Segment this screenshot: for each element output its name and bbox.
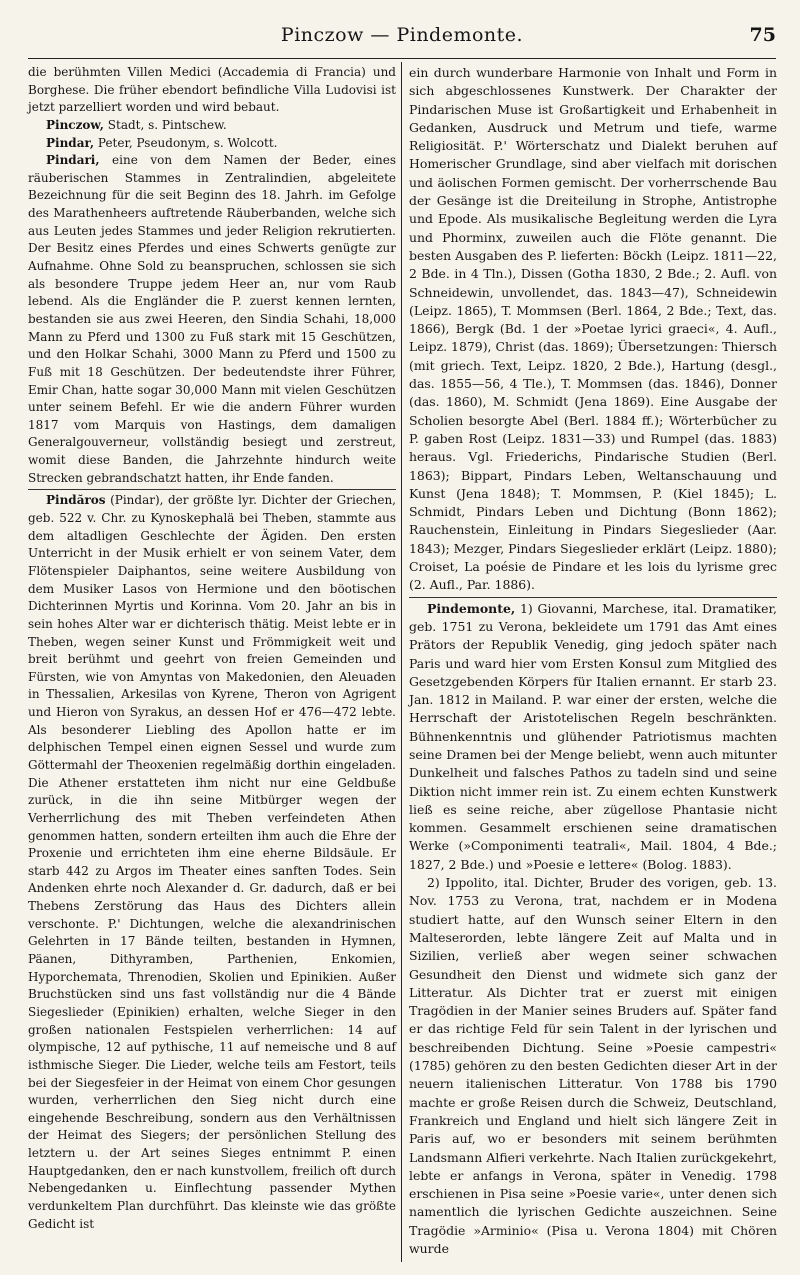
entry-text: ein durch wunderbare Harmonie von Inhalt und Form in sich abgeschlossenes Kunstwerk. Der Charakter der Pindarischen Muse ist Großartigkeit und Erhabenheit in Gedanken, Ausdruck und Metrum und tiefe, warme Religiosität. P.' Wörterschatz und Dialekt beruhen auf Homerischer Grundlage, sind aber vielfach mit dorischen und äolischen Formen gemischt. Der vorherrschende Bau der Gesänge ist die Dreiteilung in Strophe, Antistrophe und Epode. Als musikalische Begleitung werden die Lyra und Phorminx, zuweilen auch die Flöte genannt. Die besten Ausgaben des P. lieferten: Böckh (Leipz. 1811—22, 2 Bde. in 4 Tln.), Dissen (Gotha 1830, 2 Bde.; 2. Aufl. von Schneidewin, unvollendet, das. 1843—47), Schneidewin (Leipz. 1865), T. Mommsen (Berl. 1864, 2 Bde.; Text, das. 1866), Bergk (Bd. 1 der »Poetae lyrici graeci«, 4. Aufl., Leipz. 1879), Christ (das. 1869); Übersetzungen: Thiersch (mit griech. Text, Leipz. 1820, 2 Bde.), Hartung (desgl., das. 1855—56, 4 Tle.), T. Mommsen (das. 1846), Donner (das. 1860), M. Schmidt (Jena 1869). Eine Ausgabe der Scholien besorgte Abel (Berl. 1884 ff.); Wörterbücher zu P. gaben Rost (Leipz. 1831—33) und Rumpel (das. 1883) heraus. Vgl. Friederichs, Pindarische Studien (Berl. 1863); Bippart, Pindars Leben, Weltanschauung und Kunst (Jena 1848); T. Mommsen, P. (Kiel 1845); L. Schmidt, Pindars Leben und Dichtung (Bonn 1862); Rauchenstein, Einleitung in Pindars Siegeslieder (Aar. 1843); Mezger, Pindars Siegeslieder erklärt (Leipz. 1880); Croiset, La poésie de Pindare et les lois du lyrisme grec (2. Aufl., Par. 1886). bbox=[409, 65, 777, 593]
entry-headword: Pindar, bbox=[46, 135, 95, 150]
right-column bbox=[409, 64, 777, 1258]
entry-continuation bbox=[28, 64, 396, 117]
entry-headword: Pindemonte, bbox=[427, 600, 516, 616]
entry-text: die berühmten Villen Medici (Accademia di Francia) und Borghese. Die früher ebendort befindliche Villa Ludovisi ist jetzt parzelliert worden und wird bebaut. bbox=[28, 65, 396, 115]
page-number: 75 bbox=[749, 24, 776, 46]
entry-pindar bbox=[28, 135, 396, 153]
entry-pindari bbox=[28, 152, 396, 487]
entry-pindemonte-ippolito bbox=[409, 874, 777, 1258]
column-divider bbox=[401, 62, 402, 1262]
entry-text: 2) Ippolito, ital. Dichter, Bruder des vorigen, geb. 13. Nov. 1753 zu Verona, trat, nachdem er in Modena studiert hatte, auf den Wunsch seiner Eltern in den Malteserorden, lebte längere Zeit auf Malta und in Sizilien, verließ aber wegen seiner schwachen Gesundheit den Dienst und widmete sich ganz der Litteratur. Als Dichter trat er zuerst mit einigen Tragödien in der Manier seines Bruders auf. Später fand er das richtige Feld für sein Talent in der lyrischen und beschreibenden Dichtung. Seine »Poesie campestri« (1785) gehören zu den besten Gedichten dieser Art in der neuern italienischen Litteratur. Von 1788 bis 1790 machte er große Reisen durch die Schweiz, Deutschland, Frankreich und England und hielt sich längere Zeit in Paris auf, wo er besonders mit seinem berühmten Landsmann Alfieri verkehrte. Nach Italien zurückgekehrt, lebte er anfangs in Verona, später in Venedig. 1798 erschienen in Pisa seine »Poesie varie«, unter denen sich namentlich die lyrischen Gedichte auszeichnen. Seine Tragödie »Arminio« (Pisa u. Verona 1804) mit Chören wurde bbox=[409, 875, 777, 1256]
left-column bbox=[28, 64, 396, 1233]
entry-pindaros bbox=[28, 489, 396, 1233]
entry-pinczow bbox=[28, 117, 396, 135]
running-head: Pinczow — Pindemonte. bbox=[280, 24, 524, 46]
entry-text: (Pindar), der größte lyr. Dichter der Griechen, geb. 522 v. Chr. zu Kynoskephalä bei Theben, stammte aus dem altadligen Geschlechte der Ägiden. Den ersten Unterricht in der Musik erhielt er von seinem Vater, dem Flötenspieler Daiphantos, seine weitere Ausbildung von dem Musiker Lasos von Hermione und den böotischen Dichterinnen Myrtis und Korinna. Vom 20. Jahr an bis in sein hohes Alter war er dichterisch thätig. Meist lebte er in Theben, wegen seiner Kunst und Frömmigkeit weit und breit berühmt und geehrt von freien Gemeinden und Fürsten, wie von Amyntas von Makedonien, den Aleuaden in Thessalien, Arkesilas von Kyrene, Theron von Agrigent und Hieron von Syrakus, an dessen Hof er 476—472 lebte. Als besonderer Liebling des Apollon hatte er im delphischen Tempel einen eignen Sessel und wurde zum Göttermahl der Theoxenien regelmäßig dorthin eingeladen. Die Athener erstatteten ihm nicht nur eine Geldbuße zurück, in die ihn seine Mitbürger wegen der Verherrlichung des mit Theben verfeindeten Athen genommen hatten, sondern erteilten ihm auch die Ehre der Proxenie und errichteten ihm eine eherne Bildsäule. Er starb 442 zu Argos im Theater eines sanften Todes. Sein Andenken ehrte noch Alexander d. Gr. dadurch, daß er bei Thebens Zerstörung das Haus des Dichters allein verschonte. P.' Dichtungen, welche die alexandrinischen Gelehrten in 17 Bände teilten, bestanden in Hymnen, Päanen, Dithyramben, Parthenien, Enkomien, Hyporchemata, Threnodien, Skolien und Epinikien. Außer Bruchstücken sind uns fast vollständig nur die 4 Bände Siegeslieder (Epinikien) erhalten, welche Sieger in den großen nationalen Festspielen verherrlichen: 14 auf olympische, 12 auf pythische, 11 auf nemeische und 8 auf isthmische Sieger. Die Lieder, welche teils am Festort, teils bei der Siegesfeier in der Heimat von einem Chor gesungen wurden, verherrlichen den Sieg nicht durch eine eingehende Beschreibung, sondern aus den Verhältnissen der Heimat des Siegers; der persönlichen Stellung des letztern u. der Art seines Sieges entnimmt P. einen Hauptgedanken, den er nach kunstvollem, freilich oft durch Nebengedanken u. Einflechtung passender Mythen verdunkeltem Plan durchführt. Das kleinste wie das größte Gedicht ist bbox=[28, 493, 396, 1231]
entry-headword: Pindăros bbox=[46, 493, 106, 508]
header-rule bbox=[28, 58, 776, 59]
entry-headword: Pindari, bbox=[46, 153, 100, 168]
page-header bbox=[28, 22, 776, 50]
entry-text: 1) Giovanni, Marchese, ital. Dramatiker, geb. 1751 zu Verona, bekleidete um 1791 das Amt eines Prätors der Republik Venedig, ging jedoch später nach Paris und ward hier vom Ersten Konsul zum Mitglied des Gesetzgebenden Körpers für Italien ernannt. Er starb 23. Jan. 1812 in Mailand. P. war einer der ersten, welche die Herrschaft der Aristotelischen Regeln beschränkten. Bühnenkenntnis und glühender Patriotismus machten seine Dramen bei der Menge beliebt, wenn auch mitunter Dunkelheit und falsches Pathos zu tadeln sind und seine Diktion nicht immer rein ist. Zu einem echten Kunstwerk ließ es seine reiche, aber zügellose Phantasie nicht kommen. Gesammelt erschienen seine dramatischen Werke (»Componimenti teatrali«, Mail. 1804, 4 Bde.; 1827, 2 Bde.) und »Poesie e lettere« (Bolog. 1883). bbox=[409, 600, 777, 872]
entry-headword: Pinczow, bbox=[46, 117, 104, 132]
entry-pindemonte bbox=[409, 597, 777, 874]
entry-text: Stadt, s. Pintschew. bbox=[103, 117, 227, 132]
entry-text: eine von dem Namen der Beder, eines räuberischen Stammes in Zentralindien, abgeleitete Bezeichnung für die seit Beginn des 18. Jahrh. im Gefolge des Marathenheers auftretende Räuberbanden, welche sich aus Leuten jedes Stammes und jeder Religion rekrutierten. Der Besitz eines Pferdes und eines Schwerts genügte zur Aufnahme. Ohne Sold zu beanspruchen, schlossen sie sich als besondere Truppe jedem Heer an, nur vom Raub lebend. Als die Engländer die P. zuerst kennen lernten, bestanden sie aus zwei Heeren, den Sindia Schahi, 18,000 Mann zu Pferd und 1300 zu Fuß stark mit 15 Geschützen, und den Holkar Schahi, 3000 Mann zu Pferd und 1500 zu Fuß mit 18 Geschützen. Der bedeutendste ihrer Führer, Emir Chan, hatte sogar 30,000 Mann mit vielen Geschützen unter seinem Befehl. Er wie die andern Führer wurden 1817 vom Marquis von Hastings, dem damaligen Generalgouverneur, vollständig besiegt und zerstreut, womit diese Banden, die Jahrzehnte hindurch weite Strecken gebrandschatzt hatten, ihr Ende fanden. bbox=[28, 153, 396, 485]
entry-text: Peter, Pseudonym, s. Wolcott. bbox=[94, 135, 278, 150]
entry-continuation bbox=[409, 64, 777, 595]
